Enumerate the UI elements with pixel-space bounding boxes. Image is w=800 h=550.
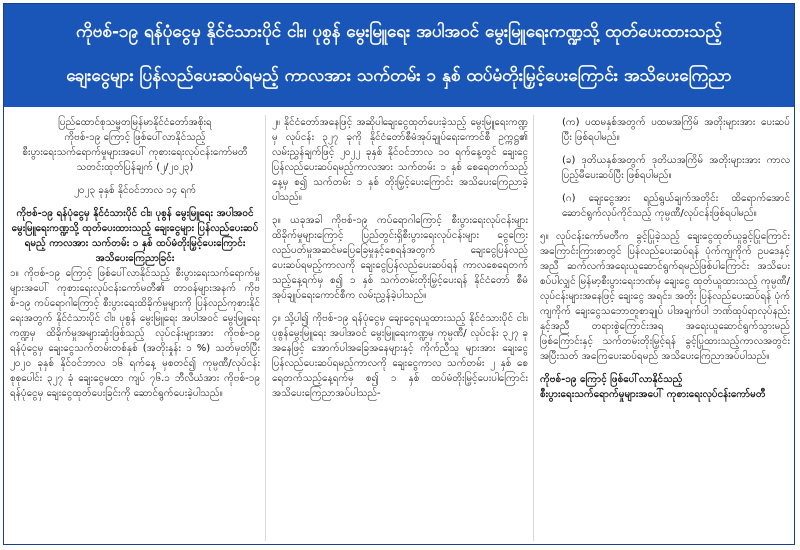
issuer-government: ပြည်ထောင်စုသမ္မတမြန်မာနိုင်ငံတော်အစိုးရ: [58, 117, 212, 128]
column-2: [272, 115, 528, 541]
headline-line-1: ကိုဗစ်-၁၉ ရန်ပုံငွေမှ နိုင်ငံသားပိုင် ငါး၊ ပုစွန် မွေးမြူရေး အပါအဝင် မွေးမြူရေးကဏ္ဍသို့ ထုတ်ပေးထားသည့်: [76, 22, 722, 42]
paragraph-1: ၁။ ကိုဗစ်-၁၉ ကြောင့် ဖြစ်ပေါ်လာနိုင်သည့် စီးပွားရေးသက်ရောက်မှုများအပေါ် ကုစားရေးလုပ်ငန်းကော်မတီ၏ တာဝန်များအနက် ကိုဗစ်-၁၉ ကပ်ရောဂါကြောင့် စီးပွားရေးထိခိုက်မှုများကို ပြန်လည်ကုစားနိုင်ရေးအတွက် နိုင်ငံသားပိုင် ငါး၊ ပုစွန် မွေးမြူရေး အပါအဝင် မွေးမြူရေးကဏ္ဍမှ ထိခိုက်မှုအများဆုံးဖြစ်သည့် လုပ်ငန်းများအား ကိုဗစ်-၁၉ ရန်ပုံငွေမှ ချေးငွေသက်တမ်းတစ်နှစ် (အတိုးနှုန်း ၁ %) သတ်မှတ်ပြီး ၂၀၂၀ ခုနှစ် နိုင်ဝင်ဘာလ ၁၆ ရက်နေ့ မှစတင်၍ ကုမ္ပဏီ/လုပ်ငန်း စုစုပေါင်း ၃၂၇ ခုံ ချေးငွေမထာ ကျပ် ၇၆.၁ ဘီလီယံအား ကိုဗစ်-၁၉ ရန်ပုံငွေမှ ချေးငွေထုတ်ပေးခြင်းကို ဆောင်ရွက်ပေးခဲ့ပါသည်။: [10, 268, 260, 399]
paragraph-4: ၄။ သို့ပါ၍ ကိုဗစ်-၁၉ ရန်ပုံငွေမှ ချေးငွေရယူထားသည့် နိုင်ငံသားပိုင် ငါး၊ ပုစွန်မွေးမြူရေး အပါအဝင် မွေးမြူရေးကဏ္ဍမှ ကုမ္ပဏီ/ လုပ်ငန်း ၃၂၇ ခုအနေဖြင့် အောက်ပါအခြေအနေများနှင့် ကိုက်ညီသူ များအား ချေးငွေပြန်လည်ပေးဆပ်ရမည့်ကာလကို ချေးငွေကာလ သက်တမ်း ၂ နှစ် စေရေတက်သည့်နေ့ရက်မှ စ၍ ၁ နှစ် ထပ်မံတိုးမြှင့်ပေးပါကြောင်း အသိပေးကြေညာအပ်ပါသည်-: [272, 313, 528, 399]
column-divider: [533, 115, 534, 541]
announcement-body: [10, 115, 790, 541]
condition-ka: (က) ပထမနှစ်အတွက် ပထမအကြိမ် အတိုးများအား ပေးဆပ်ပြီး ဖြစ်ရပါမည်။: [562, 117, 790, 143]
release-date: ၂၀၂၃ ခုနှစ် နိုင်ဝင်ဘာလ ၁၄ ရက်: [74, 185, 196, 196]
column-divider: [265, 115, 266, 541]
issuer-committee-line-2: စီးပွားရေးသက်ရောက်မှုများအပေါ် ကုစားရေးလုပ်ငန်းကော်မတီ: [22, 147, 248, 158]
paragraph-2: ၂။ နိုင်ငံတော်အနေဖြင့် အဆိုပါချေးငွေထုတ်ပေးခဲ့သည့် မွေးမြူရေးကဏ္ဍမှ လုပ်ငန်း ၃၂၇ ခုကို နိုင်ငံတော်စီမံအုပ်ချုပ်ရေးကောင်စီ ဥက္ကဋ္ဌ၏ လမ်းညွှန်ချက်ဖြင့် ၂၀၂၂ ခုနှစ် နိုင်ဝင်ဘာလ ၁၀ ရက်နေ့တွင် ချေးငွေပြန်လည်ပေးဆပ်ရမည့်ကာလအား သက်တမ်း ၁ နှစ် စေရေတက်သည့်နေ့မှ စ၍ သက်တမ်း ၁ နှစ် တိုးမြှင့်ပေးကြောင်း အသိပေးကြေညာခဲ့ပါသည်။: [272, 117, 528, 203]
column-1: [10, 115, 260, 541]
announcement-frame: [3, 3, 795, 545]
headline-line-2: ချေးငွေများ ပြန်လည်ပေးဆပ်ရမည့် ကာလအား သက်တမ်း ၁ နှစ် ထပ်မံတိုးမြှင့်ပေးကြောင်း အသိပေးကြေညာ: [66, 66, 732, 86]
headline-banner: [4, 4, 794, 107]
condition-kha: (ခ) ဒုတိယနှစ်အတွက် ဒုတိယအကြိမ် အတိုးများအား ကာလပြည့်မီပေးဆပ်ပြီး ဖြစ်ရပါမည်။: [562, 155, 790, 181]
signature-line-2: စီးပွားရေးသက်ရောက်မှုများအပေါ် ကုစားရေးလုပ်ငန်းကော်မတီ: [540, 389, 766, 400]
column-3: [540, 115, 790, 541]
condition-ga: (ဂ) ချေးငွေအား ရည်ရွယ်ချက်အတိုင်း ထိရောက်အောင် ဆောင်ရွက်လုပ်ကိုင်သည့် ကုမ္ပဏီ/လုပ်ငန်းဖြစ်ရပါမည်။: [562, 193, 790, 219]
release-number: သတင်းထုတ်ပြန်ချက် (၂/၂၀၂၃): [76, 162, 194, 173]
signature-line-1: ကိုဗစ်-၁၉ ကြောင့် ဖြစ်ပေါ်လာနိုင်သည့်: [540, 374, 683, 385]
paragraph-3: ၃။ ယခုအခါ ကိုဗစ်-၁၉ ကပ်ရောဂါကြောင့် စီးပွားရေးလုပ်ငန်းများ ထိခိုက်မှုများကြောင့် ပြည်တွင်းရှိစီးပွားရေးလုပ်ငန်းများ ငွေကြေး လည်ပတ်မှုအဆင်မပြေခြေမှုနှင့်စေရန်အတွက် ချေးငွေပြန်လည် ပေးဆပ်ရမည့်ကာလကို ချေးငွေပြန်လည်ပေးဆပ်ရန် ကာလစေရေတက် သည့်နေ့ရက်မှ စ၍ ၁ နှစ် သက်တမ်းတိုးမြှင့်ပေးရန် နိုင်ငံတော် စီမံအုပ်ချုပ်ရေးကောင်စီက လမ်းညွှန်ခဲ့ပါသည်။: [272, 215, 528, 301]
issuer-committee-line-1: ကိုဗစ်-၁၉ ကြောင့် ဖြစ်ပေါ်လာနိုင်သည့်: [64, 132, 206, 143]
announcement-title: ကိုဗစ်-၁၉ ရန်ပုံငွေမှ နိုင်ငံသားပိုင် ငါး၊ ပုစွန် မွေးမြူရေး အပါအဝင် မွေးမြူရေးကဏ္ဍသို့ ထုတ်ပေးထားသည့် ချေးငွေများ ပြန်လည်ပေးဆပ်ရမည့် ကာလအား သက်တမ်း ၁ နှစ် ထပ်မံတိုးမြှင့်ပေးကြောင်း အသိပေးကြေညာခြင်း: [11, 208, 259, 264]
paragraph-5: ၅။ လုပ်ငန်းကော်မတီက ခွင့်ပြုခဲ့သည့် ချေးငွေထုတ်ယူခွင့်ပြုကြောင်း အကြောင်းကြားစာတွင် ပြန်လည်ပေးဆပ်ရန် ပုံက်ကျကိုက် ဥပဒေနှင့်အညီ ဆက်လက်အရေးယူဆောင်ရွက်ရမည်ဖြစ်ပါကြောင်း အသိပေးစပ်ပါလျှင် မြန်မာ့စီးပွားရေးဘဏ်မှ ချေးငွေ ထုတ်ယူထားသည့် ကုမ္ပဏီ/လုပ်ငန်းများအနေဖြင့် ချေးငွေ အရင်း၊ အတိုး ပြန်လည်ပေးဆပ်ရန် ပုံက်ကျကိုက် ချေးငွေသဘောတူစာချုပ် ပါအချက်ပါ ဘဏ်ထုပ်ရာလုပ်နည်းနှင့်အညီ တရားစွဲကြောင်းအရ အရေးယူဆောင်ရွက်သွားမည်ဖြစ်ကြောင်းနှင့် သက်တမ်းတိုးမြှင့်ရန် ခွင့်ပြုထားသည့်ကာလအတွင်း အပြီးသတ် အကြေပေးဆပ်ရမည် အသိပေးကြေညာအပ်ပါသည်။: [540, 231, 790, 362]
